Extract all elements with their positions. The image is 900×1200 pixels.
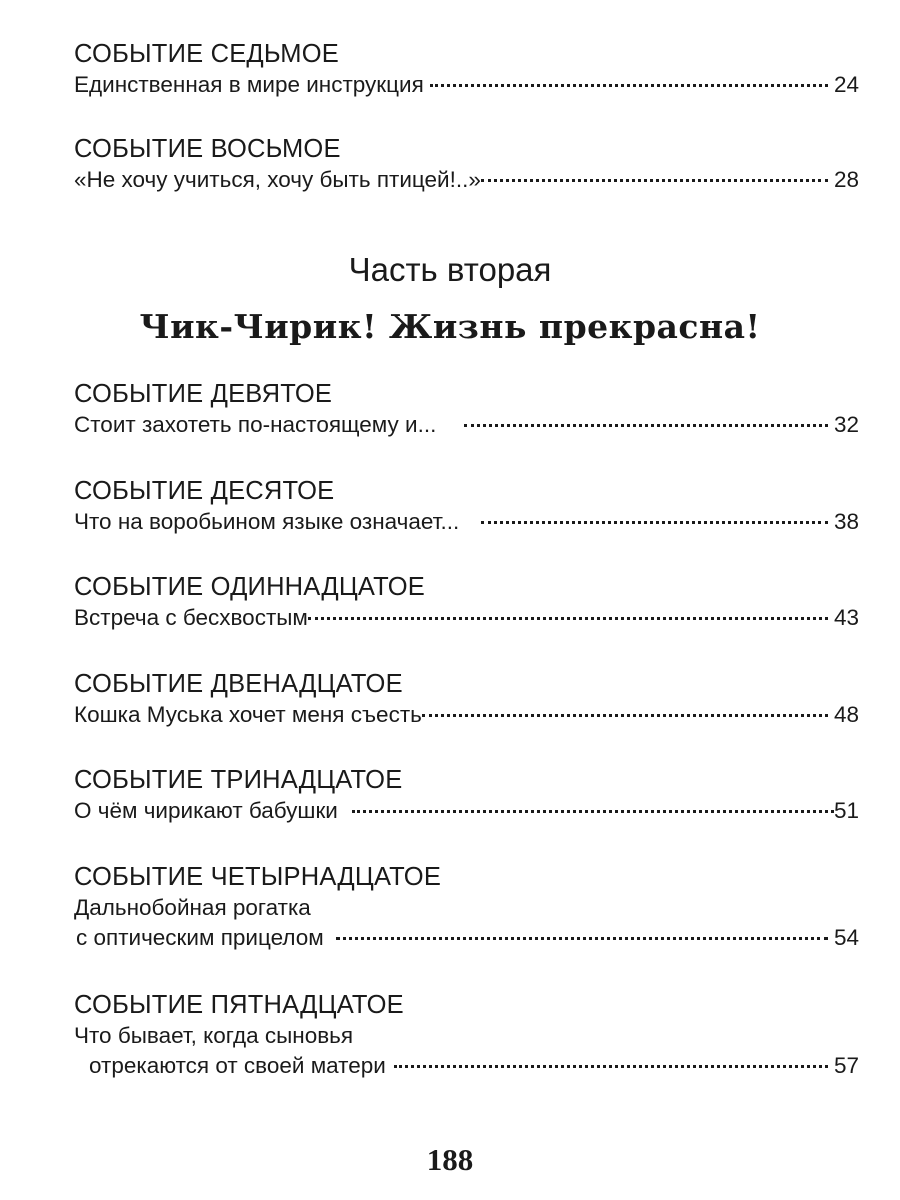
event-heading: СОБЫТИЕ ДВЕНАДЦАТОЕ [74,670,403,698]
part-title: Часть вторая [348,251,552,288]
event-heading: СОБЫТИЕ ЧЕТЫРНАДЦАТОЕ [74,863,442,891]
toc-entry [74,764,859,826]
toc-line [74,410,859,440]
page-number: 24 [833,72,859,97]
chapter-title: Встреча с бесхвостым [74,605,308,630]
toc-line [74,923,859,953]
dot-leader [481,179,828,182]
chapter-title: Кошка Муська хочет меня съесть [74,702,422,727]
toc-entry [74,861,859,953]
toc-line [74,700,859,730]
page-number: 57 [833,1053,859,1078]
toc-entry [74,133,859,195]
toc-line [74,165,859,195]
page-folio: 188 [426,1142,474,1177]
toc-line [74,70,859,100]
dot-leader [352,810,834,813]
event-heading: СОБЫТИЕ СЕДЬМОЕ [74,40,339,68]
page-number: 48 [833,702,859,727]
chapter-title: «Не хочу учиться, хочу быть птицей!..» [74,167,481,192]
dot-leader [422,714,828,717]
dot-leader [481,521,828,524]
toc-entry [74,571,859,633]
page-number: 38 [833,509,859,534]
page-number: 43 [833,605,859,630]
part-subtitle: Чик-Чирик! Жизнь прекрасна! [139,307,761,346]
toc-line [74,603,859,633]
event-heading: СОБЫТИЕ ДЕВЯТОЕ [74,380,333,408]
page-number: 51 [833,798,859,823]
toc-entry [74,989,859,1081]
event-heading: СОБЫТИЕ ПЯТНАДЦАТОЕ [74,991,404,1019]
chapter-title-line2: с оптическим прицелом [76,925,324,950]
dot-leader [308,617,828,620]
chapter-title-line1: Что бывает, когда сыновья [74,1023,354,1048]
page-number: 54 [833,925,859,950]
toc-entry [74,38,859,100]
toc-line [74,796,859,826]
event-heading: СОБЫТИЕ ОДИННАДЦАТОЕ [74,573,425,601]
toc-entry [74,378,859,440]
event-heading: СОБЫТИЕ ТРИНАДЦАТОЕ [74,766,403,794]
chapter-title: О чём чирикают бабушки [74,798,338,823]
chapter-title-line1: Дальнобойная рогатка [74,895,311,920]
chapter-title-line2: отрекаются от своей матери [89,1053,386,1078]
page-number: 28 [833,167,859,192]
dot-leader [336,937,828,940]
dot-leader [394,1065,828,1068]
dot-leader [430,84,828,87]
toc-entry [74,475,859,537]
event-heading: СОБЫТИЕ ДЕСЯТОЕ [74,477,335,505]
toc-line [74,1051,859,1081]
toc-entry [74,668,859,730]
toc-line [74,507,859,537]
chapter-title: Единственная в мире инструкция [74,72,424,97]
page-number: 32 [833,412,859,437]
chapter-title: Стоит захотеть по-настоящему и... [74,412,437,437]
dot-leader [464,424,828,427]
event-heading: СОБЫТИЕ ВОСЬМОЕ [74,135,341,163]
chapter-title: Что на воробьином языке означает... [74,509,460,534]
